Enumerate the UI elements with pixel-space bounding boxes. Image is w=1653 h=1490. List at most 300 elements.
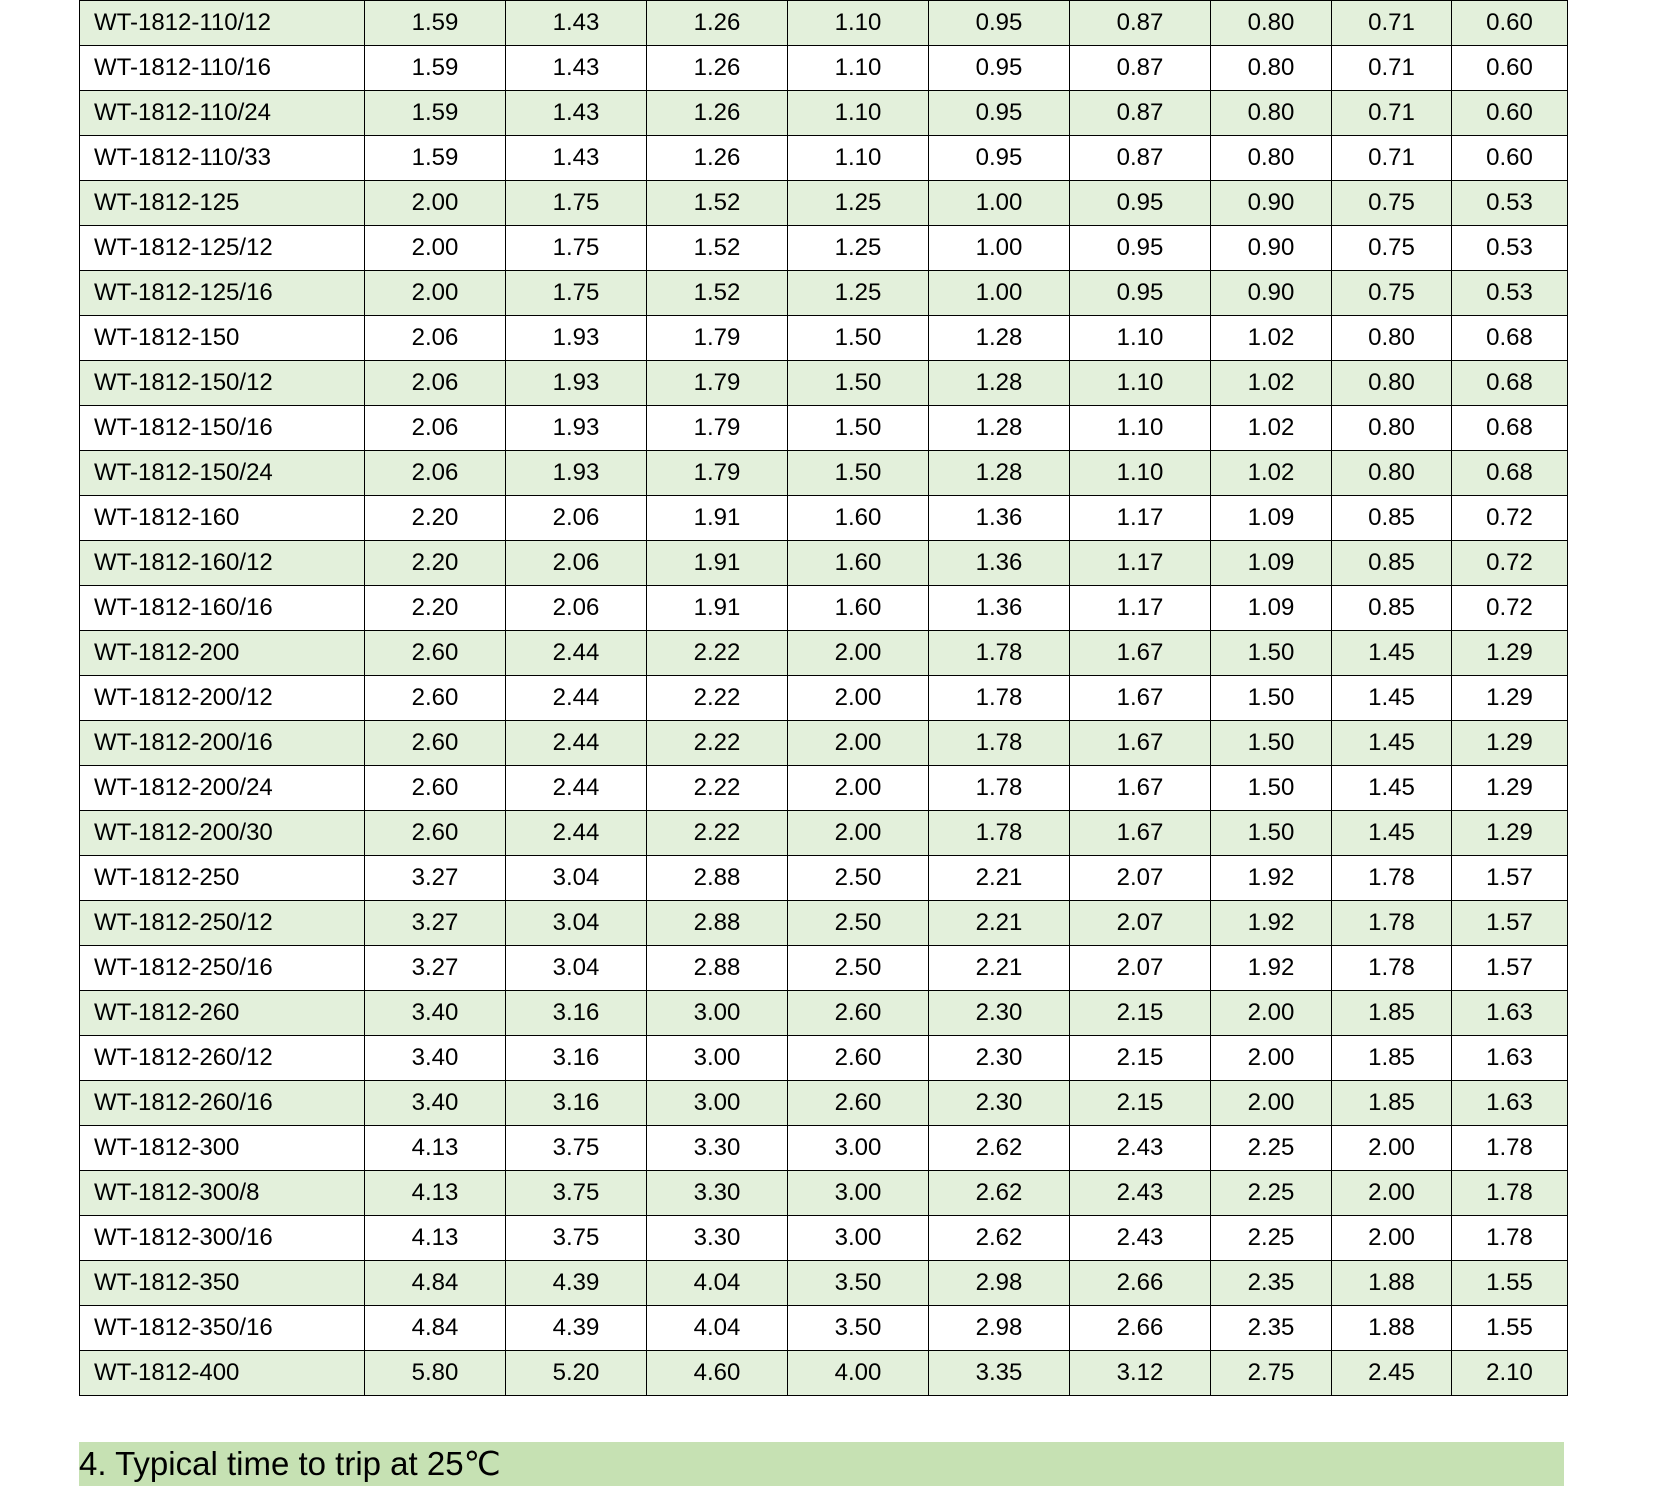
value-cell: 2.66 (1070, 1261, 1211, 1306)
part-number-cell: WT-1812-300/16 (80, 1216, 365, 1261)
value-cell: 2.60 (788, 1036, 929, 1081)
document-page (79, 0, 1567, 1396)
value-cell: 0.75 (1332, 226, 1452, 271)
value-cell: 1.78 (1452, 1171, 1568, 1216)
table-row (80, 91, 1568, 136)
value-cell: 0.60 (1452, 91, 1568, 136)
value-cell: 0.71 (1332, 136, 1452, 181)
value-cell: 0.60 (1452, 46, 1568, 91)
value-cell: 2.00 (788, 811, 929, 856)
value-cell: 2.98 (929, 1261, 1070, 1306)
value-cell: 1.85 (1332, 1081, 1452, 1126)
value-cell: 2.07 (1070, 946, 1211, 991)
value-cell: 0.71 (1332, 91, 1452, 136)
value-cell: 1.00 (929, 181, 1070, 226)
value-cell: 1.75 (506, 181, 647, 226)
value-cell: 0.71 (1332, 1, 1452, 46)
table-row (80, 1171, 1568, 1216)
value-cell: 1.50 (1211, 721, 1332, 766)
part-number-cell: WT-1812-160 (80, 496, 365, 541)
value-cell: 1.45 (1332, 676, 1452, 721)
value-cell: 3.75 (506, 1216, 647, 1261)
part-number-cell: WT-1812-150/24 (80, 451, 365, 496)
table-row (80, 811, 1568, 856)
value-cell: 1.55 (1452, 1306, 1568, 1351)
value-cell: 1.26 (647, 1, 788, 46)
part-number-cell: WT-1812-125/12 (80, 226, 365, 271)
value-cell: 1.29 (1452, 811, 1568, 856)
value-cell: 2.00 (788, 721, 929, 766)
value-cell: 1.10 (1070, 451, 1211, 496)
value-cell: 0.95 (1070, 271, 1211, 316)
value-cell: 1.26 (647, 136, 788, 181)
value-cell: 1.75 (506, 271, 647, 316)
value-cell: 3.27 (365, 901, 506, 946)
value-cell: 0.95 (929, 1, 1070, 46)
value-cell: 2.20 (365, 541, 506, 586)
value-cell: 2.07 (1070, 901, 1211, 946)
value-cell: 2.43 (1070, 1171, 1211, 1216)
value-cell: 1.10 (788, 136, 929, 181)
value-cell: 1.67 (1070, 811, 1211, 856)
value-cell: 1.29 (1452, 631, 1568, 676)
value-cell: 2.10 (1452, 1351, 1568, 1396)
value-cell: 0.80 (1332, 451, 1452, 496)
value-cell: 2.35 (1211, 1261, 1332, 1306)
value-cell: 2.21 (929, 901, 1070, 946)
value-cell: 1.50 (788, 406, 929, 451)
value-cell: 2.66 (1070, 1306, 1211, 1351)
value-cell: 4.60 (647, 1351, 788, 1396)
part-number-cell: WT-1812-110/12 (80, 1, 365, 46)
table-row (80, 721, 1568, 766)
table-row (80, 136, 1568, 181)
table-row (80, 46, 1568, 91)
value-cell: 2.50 (788, 901, 929, 946)
value-cell: 0.60 (1452, 136, 1568, 181)
value-cell: 1.52 (647, 181, 788, 226)
part-number-cell: WT-1812-150 (80, 316, 365, 361)
value-cell: 1.02 (1211, 406, 1332, 451)
value-cell: 0.68 (1452, 406, 1568, 451)
table-row (80, 766, 1568, 811)
value-cell: 1.28 (929, 361, 1070, 406)
value-cell: 2.88 (647, 901, 788, 946)
value-cell: 2.00 (788, 631, 929, 676)
value-cell: 1.17 (1070, 541, 1211, 586)
value-cell: 1.45 (1332, 631, 1452, 676)
part-number-cell: WT-1812-200 (80, 631, 365, 676)
table-row (80, 451, 1568, 496)
value-cell: 2.00 (788, 676, 929, 721)
value-cell: 3.75 (506, 1171, 647, 1216)
value-cell: 1.43 (506, 1, 647, 46)
value-cell: 1.43 (506, 46, 647, 91)
value-cell: 1.85 (1332, 1036, 1452, 1081)
value-cell: 1.67 (1070, 631, 1211, 676)
value-cell: 0.68 (1452, 361, 1568, 406)
value-cell: 1.63 (1452, 991, 1568, 1036)
value-cell: 2.44 (506, 721, 647, 766)
value-cell: 2.60 (365, 721, 506, 766)
value-cell: 3.27 (365, 946, 506, 991)
value-cell: 3.75 (506, 1126, 647, 1171)
value-cell: 3.30 (647, 1171, 788, 1216)
value-cell: 1.92 (1211, 856, 1332, 901)
value-cell: 1.92 (1211, 946, 1332, 991)
table-row (80, 541, 1568, 586)
value-cell: 1.26 (647, 46, 788, 91)
value-cell: 1.50 (1211, 811, 1332, 856)
value-cell: 1.52 (647, 226, 788, 271)
part-number-cell: WT-1812-150/16 (80, 406, 365, 451)
value-cell: 2.07 (1070, 856, 1211, 901)
value-cell: 2.06 (506, 541, 647, 586)
value-cell: 4.13 (365, 1216, 506, 1261)
value-cell: 1.67 (1070, 676, 1211, 721)
value-cell: 1.29 (1452, 721, 1568, 766)
part-number-cell: WT-1812-110/24 (80, 91, 365, 136)
value-cell: 1.88 (1332, 1261, 1452, 1306)
value-cell: 2.06 (506, 586, 647, 631)
value-cell: 0.53 (1452, 181, 1568, 226)
value-cell: 1.02 (1211, 361, 1332, 406)
value-cell: 0.85 (1332, 541, 1452, 586)
part-number-cell: WT-1812-125/16 (80, 271, 365, 316)
part-number-cell: WT-1812-200/16 (80, 721, 365, 766)
value-cell: 1.92 (1211, 901, 1332, 946)
value-cell: 0.80 (1211, 46, 1332, 91)
value-cell: 2.06 (506, 496, 647, 541)
value-cell: 3.50 (788, 1306, 929, 1351)
value-cell: 1.09 (1211, 496, 1332, 541)
value-cell: 2.30 (929, 1036, 1070, 1081)
value-cell: 2.22 (647, 811, 788, 856)
table-row (80, 316, 1568, 361)
value-cell: 1.78 (929, 721, 1070, 766)
value-cell: 2.62 (929, 1126, 1070, 1171)
value-cell: 0.87 (1070, 136, 1211, 181)
part-number-cell: WT-1812-260/16 (80, 1081, 365, 1126)
value-cell: 1.50 (1211, 766, 1332, 811)
value-cell: 2.15 (1070, 1036, 1211, 1081)
value-cell: 0.68 (1452, 451, 1568, 496)
part-number-cell: WT-1812-250/16 (80, 946, 365, 991)
table-row (80, 271, 1568, 316)
value-cell: 2.06 (365, 406, 506, 451)
value-cell: 3.40 (365, 991, 506, 1036)
value-cell: 2.25 (1211, 1216, 1332, 1261)
value-cell: 1.59 (365, 91, 506, 136)
value-cell: 0.90 (1211, 226, 1332, 271)
value-cell: 2.44 (506, 766, 647, 811)
value-cell: 2.60 (365, 631, 506, 676)
table-row (80, 586, 1568, 631)
value-cell: 1.00 (929, 226, 1070, 271)
table-row (80, 1036, 1568, 1081)
section-heading: 4. Typical time to trip at 25℃ (79, 1442, 1564, 1486)
value-cell: 1.10 (788, 46, 929, 91)
value-cell: 1.25 (788, 181, 929, 226)
value-cell: 1.79 (647, 361, 788, 406)
value-cell: 0.72 (1452, 586, 1568, 631)
value-cell: 1.45 (1332, 721, 1452, 766)
value-cell: 0.53 (1452, 226, 1568, 271)
table-row (80, 1306, 1568, 1351)
part-number-cell: WT-1812-260 (80, 991, 365, 1036)
value-cell: 1.91 (647, 541, 788, 586)
value-cell: 2.22 (647, 631, 788, 676)
value-cell: 1.93 (506, 406, 647, 451)
value-cell: 3.16 (506, 991, 647, 1036)
value-cell: 2.88 (647, 946, 788, 991)
value-cell: 1.10 (788, 91, 929, 136)
value-cell: 2.98 (929, 1306, 1070, 1351)
value-cell: 1.59 (365, 136, 506, 181)
table-row (80, 1081, 1568, 1126)
table-row (80, 991, 1568, 1036)
part-number-cell: WT-1812-150/12 (80, 361, 365, 406)
value-cell: 1.55 (1452, 1261, 1568, 1306)
table-row (80, 496, 1568, 541)
value-cell: 3.16 (506, 1036, 647, 1081)
value-cell: 1.45 (1332, 766, 1452, 811)
value-cell: 1.88 (1332, 1306, 1452, 1351)
value-cell: 1.02 (1211, 316, 1332, 361)
value-cell: 1.25 (788, 226, 929, 271)
value-cell: 2.00 (1332, 1126, 1452, 1171)
part-number-cell: WT-1812-110/33 (80, 136, 365, 181)
value-cell: 1.93 (506, 316, 647, 361)
value-cell: 3.00 (788, 1171, 929, 1216)
value-cell: 1.36 (929, 496, 1070, 541)
value-cell: 1.78 (929, 766, 1070, 811)
table-row (80, 1216, 1568, 1261)
value-cell: 0.75 (1332, 181, 1452, 226)
part-number-cell: WT-1812-200/24 (80, 766, 365, 811)
value-cell: 2.25 (1211, 1126, 1332, 1171)
value-cell: 2.44 (506, 631, 647, 676)
value-cell: 1.50 (1211, 631, 1332, 676)
value-cell: 1.78 (1332, 901, 1452, 946)
value-cell: 1.29 (1452, 676, 1568, 721)
value-cell: 0.95 (1070, 226, 1211, 271)
table-row (80, 901, 1568, 946)
table-row (80, 226, 1568, 271)
value-cell: 1.79 (647, 316, 788, 361)
value-cell: 1.79 (647, 406, 788, 451)
value-cell: 2.20 (365, 586, 506, 631)
value-cell: 0.72 (1452, 541, 1568, 586)
table-row (80, 1261, 1568, 1306)
value-cell: 2.00 (365, 226, 506, 271)
value-cell: 3.40 (365, 1081, 506, 1126)
value-cell: 0.85 (1332, 586, 1452, 631)
value-cell: 3.00 (647, 1036, 788, 1081)
value-cell: 1.91 (647, 496, 788, 541)
value-cell: 0.85 (1332, 496, 1452, 541)
table-row (80, 1126, 1568, 1171)
value-cell: 0.80 (1332, 316, 1452, 361)
value-cell: 0.68 (1452, 316, 1568, 361)
value-cell: 2.45 (1332, 1351, 1452, 1396)
value-cell: 2.00 (788, 766, 929, 811)
value-cell: 1.57 (1452, 901, 1568, 946)
value-cell: 2.20 (365, 496, 506, 541)
value-cell: 1.60 (788, 586, 929, 631)
value-cell: 2.25 (1211, 1171, 1332, 1216)
table-row (80, 1351, 1568, 1396)
value-cell: 1.29 (1452, 766, 1568, 811)
value-cell: 1.28 (929, 451, 1070, 496)
value-cell: 2.00 (1332, 1216, 1452, 1261)
value-cell: 2.00 (1211, 1081, 1332, 1126)
part-number-cell: WT-1812-400 (80, 1351, 365, 1396)
table-row (80, 361, 1568, 406)
value-cell: 1.50 (1211, 676, 1332, 721)
value-cell: 2.44 (506, 676, 647, 721)
value-cell: 1.79 (647, 451, 788, 496)
value-cell: 1.43 (506, 136, 647, 181)
value-cell: 2.30 (929, 1081, 1070, 1126)
table-body (80, 1, 1568, 1396)
table-row (80, 946, 1568, 991)
table-row (80, 181, 1568, 226)
value-cell: 2.06 (365, 316, 506, 361)
value-cell: 1.50 (788, 361, 929, 406)
value-cell: 1.00 (929, 271, 1070, 316)
value-cell: 1.78 (929, 811, 1070, 856)
value-cell: 1.78 (1452, 1216, 1568, 1261)
part-number-cell: WT-1812-260/12 (80, 1036, 365, 1081)
value-cell: 2.62 (929, 1171, 1070, 1216)
table-row (80, 406, 1568, 451)
value-cell: 4.39 (506, 1261, 647, 1306)
value-cell: 1.78 (1332, 856, 1452, 901)
value-cell: 2.50 (788, 856, 929, 901)
value-cell: 4.13 (365, 1171, 506, 1216)
value-cell: 1.36 (929, 586, 1070, 631)
value-cell: 2.60 (365, 676, 506, 721)
value-cell: 1.67 (1070, 766, 1211, 811)
value-cell: 0.95 (929, 91, 1070, 136)
value-cell: 4.04 (647, 1261, 788, 1306)
value-cell: 3.30 (647, 1126, 788, 1171)
value-cell: 4.84 (365, 1306, 506, 1351)
value-cell: 3.00 (647, 991, 788, 1036)
value-cell: 2.21 (929, 946, 1070, 991)
value-cell: 4.13 (365, 1126, 506, 1171)
value-cell: 2.00 (1211, 991, 1332, 1036)
value-cell: 1.28 (929, 316, 1070, 361)
value-cell: 1.10 (1070, 361, 1211, 406)
value-cell: 2.06 (365, 451, 506, 496)
value-cell: 1.59 (365, 1, 506, 46)
value-cell: 3.50 (788, 1261, 929, 1306)
value-cell: 0.95 (1070, 181, 1211, 226)
value-cell: 1.10 (1070, 406, 1211, 451)
value-cell: 0.80 (1211, 136, 1332, 181)
value-cell: 3.40 (365, 1036, 506, 1081)
value-cell: 1.75 (506, 226, 647, 271)
value-cell: 1.17 (1070, 586, 1211, 631)
part-number-cell: WT-1812-300/8 (80, 1171, 365, 1216)
value-cell: 1.57 (1452, 946, 1568, 991)
value-cell: 1.57 (1452, 856, 1568, 901)
value-cell: 1.10 (1070, 316, 1211, 361)
value-cell: 0.53 (1452, 271, 1568, 316)
value-cell: 0.87 (1070, 46, 1211, 91)
value-cell: 1.43 (506, 91, 647, 136)
value-cell: 3.35 (929, 1351, 1070, 1396)
value-cell: 2.75 (1211, 1351, 1332, 1396)
value-cell: 1.78 (929, 676, 1070, 721)
part-number-cell: WT-1812-200/30 (80, 811, 365, 856)
value-cell: 3.16 (506, 1081, 647, 1126)
value-cell: 1.59 (365, 46, 506, 91)
value-cell: 3.04 (506, 946, 647, 991)
value-cell: 1.60 (788, 541, 929, 586)
value-cell: 0.71 (1332, 46, 1452, 91)
part-number-cell: WT-1812-250/12 (80, 901, 365, 946)
value-cell: 4.39 (506, 1306, 647, 1351)
value-cell: 0.80 (1332, 406, 1452, 451)
value-cell: 1.09 (1211, 541, 1332, 586)
value-cell: 2.60 (365, 811, 506, 856)
value-cell: 1.78 (1452, 1126, 1568, 1171)
value-cell: 1.45 (1332, 811, 1452, 856)
value-cell: 2.60 (788, 1081, 929, 1126)
value-cell: 2.00 (365, 181, 506, 226)
value-cell: 2.60 (365, 766, 506, 811)
value-cell: 2.22 (647, 721, 788, 766)
value-cell: 0.80 (1211, 91, 1332, 136)
value-cell: 2.50 (788, 946, 929, 991)
value-cell: 1.78 (929, 631, 1070, 676)
value-cell: 3.30 (647, 1216, 788, 1261)
value-cell: 4.84 (365, 1261, 506, 1306)
value-cell: 2.21 (929, 856, 1070, 901)
value-cell: 3.04 (506, 856, 647, 901)
value-cell: 2.43 (1070, 1216, 1211, 1261)
value-cell: 0.72 (1452, 496, 1568, 541)
value-cell: 1.17 (1070, 496, 1211, 541)
part-number-cell: WT-1812-300 (80, 1126, 365, 1171)
value-cell: 1.36 (929, 541, 1070, 586)
table-row (80, 676, 1568, 721)
value-cell: 1.50 (788, 451, 929, 496)
table-row (80, 631, 1568, 676)
value-cell: 1.78 (1332, 946, 1452, 991)
value-cell: 0.87 (1070, 91, 1211, 136)
part-number-cell: WT-1812-110/16 (80, 46, 365, 91)
value-cell: 3.00 (788, 1126, 929, 1171)
value-cell: 1.26 (647, 91, 788, 136)
value-cell: 0.80 (1211, 1, 1332, 46)
value-cell: 3.04 (506, 901, 647, 946)
value-cell: 1.91 (647, 586, 788, 631)
value-cell: 2.44 (506, 811, 647, 856)
value-cell: 1.63 (1452, 1081, 1568, 1126)
value-cell: 0.95 (929, 46, 1070, 91)
value-cell: 4.00 (788, 1351, 929, 1396)
value-cell: 2.15 (1070, 1081, 1211, 1126)
value-cell: 2.00 (365, 271, 506, 316)
value-cell: 2.62 (929, 1216, 1070, 1261)
value-cell: 1.25 (788, 271, 929, 316)
value-cell: 1.50 (788, 316, 929, 361)
value-cell: 1.67 (1070, 721, 1211, 766)
